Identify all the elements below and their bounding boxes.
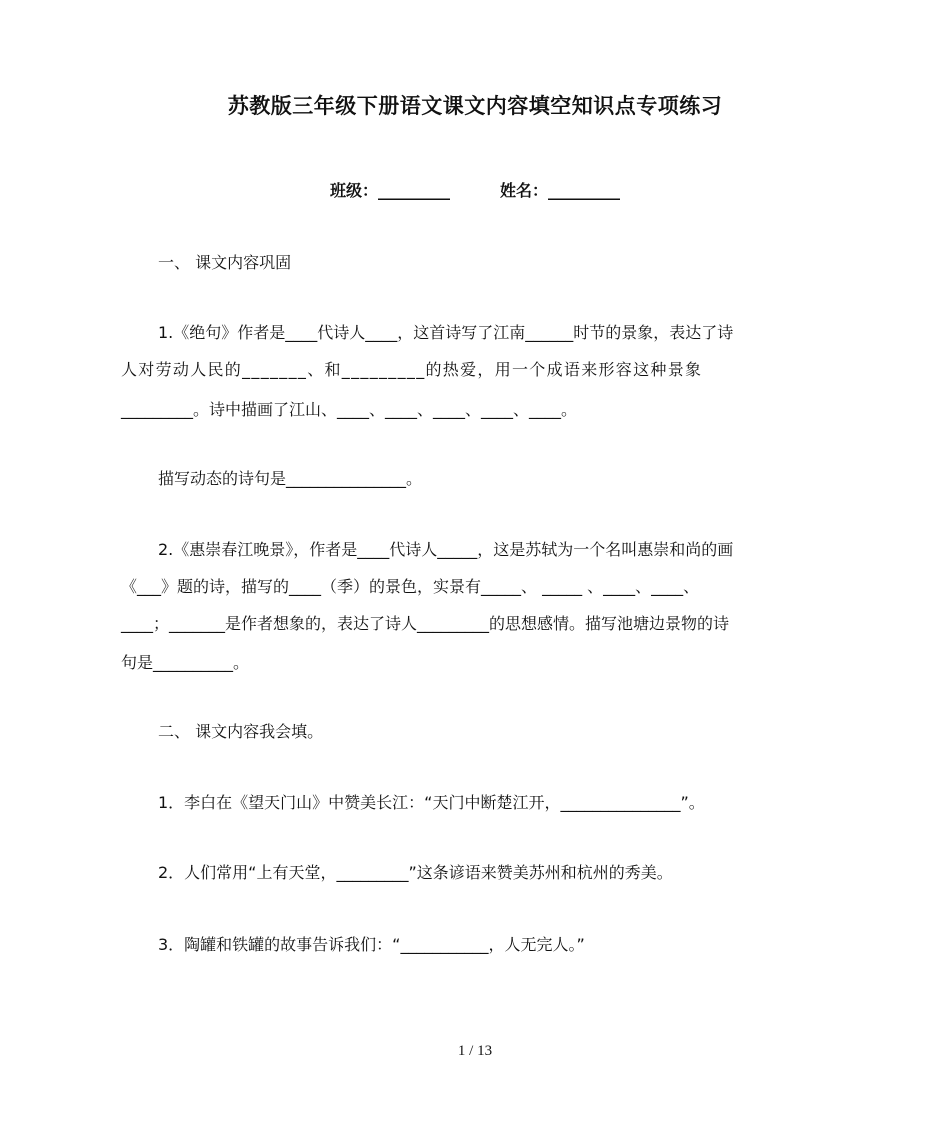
name-field[interactable]: 姓名：_________	[500, 181, 621, 200]
q2-line-1-text: 2.《惠崇春江晚景》，作者是____代诗人_____，这是苏轼为一个名叫惠崇和尚的画	[158, 540, 734, 559]
section-1-heading: 一、 课文内容巩固	[158, 253, 292, 272]
q2-line-4: 句是__________。	[121, 653, 250, 672]
s2-question-2: 2．人们常用“上有天堂，_________”这条谚语来赞美苏州和杭州的秀美。	[158, 863, 673, 882]
page-title: 苏教版三年级下册语文课文内容填空知识点专项练习	[227, 94, 723, 118]
class-field[interactable]: 班级：_________	[329, 181, 450, 200]
s2-question-3: 3．陶罐和铁罐的故事告诉我们：“___________，人无完人。”	[158, 935, 585, 954]
q1-line-2: 人对劳动人民的_______、和_________的热爱，用一个成语来形容这种景象	[121, 360, 703, 379]
s2-question-1: 1．李白在《望天门山》中赞美长江：“天门中断楚江开，_______________”。	[158, 793, 705, 812]
q1-line-1: 1.《绝句》作者是____代诗人____，这首诗写了江南______时节的景象，表达了诗	[158, 323, 734, 342]
q1-line-3: _________。诗中描画了江山、____、____、____、____、____。	[121, 400, 578, 419]
section-2-heading: 二、 课文内容我会填。	[158, 722, 324, 741]
page-number: 1 / 13	[457, 1043, 493, 1059]
q1-line-4: 描写动态的诗句是_______________。	[158, 469, 423, 488]
student-info	[0, 178, 950, 201]
q2-line-2: 《___》题的诗，描写的____（季）的景色，实景有_____、 _____ 、____、____、	[121, 577, 700, 596]
q2-line-3: ____；_______是作者想象的，表达了诗人_________的思想感情。描写池塘边景物的诗	[121, 614, 730, 633]
